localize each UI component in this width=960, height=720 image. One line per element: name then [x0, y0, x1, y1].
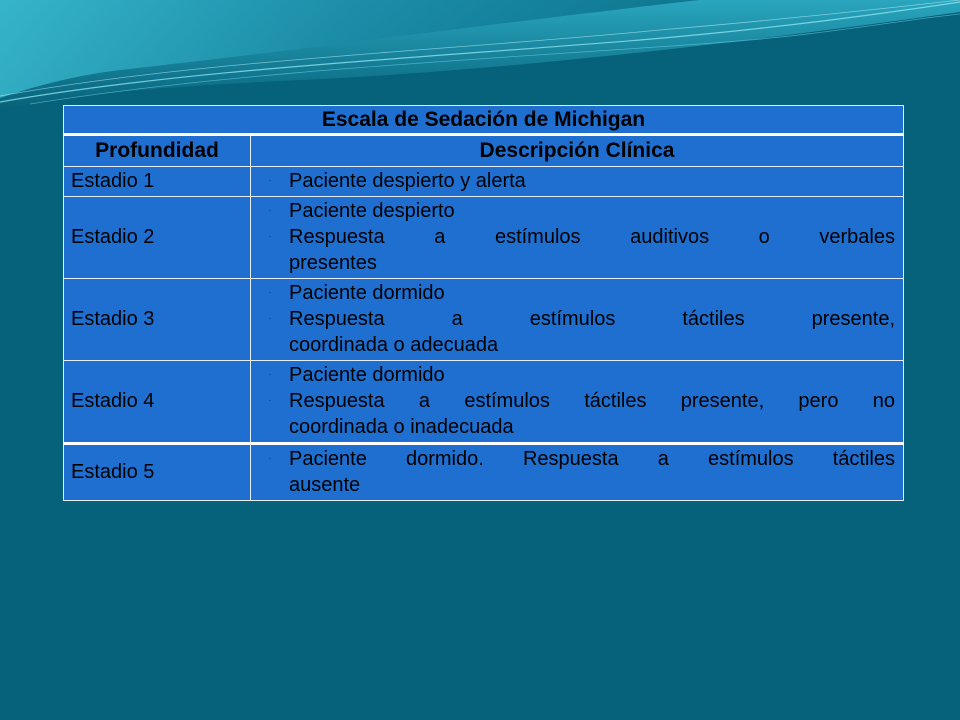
description-text: coordinada o inadecuada [289, 416, 514, 438]
description-cell [251, 197, 904, 279]
description-text: Respuesta a estímulos táctiles presente, [289, 308, 895, 330]
list-item [251, 306, 895, 332]
description-cell [251, 361, 904, 444]
table-row [64, 167, 904, 197]
stage-label: Estadio 2 [64, 197, 251, 279]
list-item [251, 388, 895, 414]
description-text: Paciente dormido [289, 364, 445, 386]
list-item-continuation [251, 332, 895, 358]
description-text: Paciente despierto [289, 200, 455, 222]
list-item [251, 198, 895, 224]
column-header-depth: Profundidad [64, 135, 251, 167]
table-row [64, 361, 904, 444]
bullet-icon: · [268, 314, 272, 323]
bullet-icon: · [268, 206, 272, 215]
list-item [251, 224, 895, 250]
list-item [251, 362, 895, 388]
table-row [64, 444, 904, 501]
list-item-continuation [251, 250, 895, 276]
description-text: ausente [289, 474, 361, 496]
list-item-continuation [251, 472, 895, 498]
description-text: Paciente dormido. Respuesta a estímulos táctiles [289, 448, 895, 470]
table-row [64, 197, 904, 279]
list-item [251, 446, 895, 472]
bullet-icon: · [268, 370, 272, 379]
description-text: Respuesta a estímulos táctiles presente, pero no [289, 390, 895, 412]
table-title: Escala de Sedación de Michigan [64, 106, 904, 135]
bullet-icon: · [268, 288, 272, 297]
stage-label: Estadio 4 [64, 361, 251, 444]
description-cell [251, 279, 904, 361]
stage-label: Estadio 3 [64, 279, 251, 361]
list-item [251, 280, 895, 306]
stage-label: Estadio 5 [64, 444, 251, 501]
list-item [251, 168, 895, 194]
list-item-continuation [251, 414, 895, 440]
description-text: coordinada o adecuada [289, 334, 499, 356]
description-cell [251, 444, 904, 501]
table-row [64, 279, 904, 361]
bullet-icon: · [268, 396, 272, 405]
description-text: presentes [289, 252, 377, 274]
sedation-scale-table [63, 105, 904, 501]
bullet-icon: · [268, 176, 272, 185]
description-text: Respuesta a estímulos auditivos o verbales [289, 226, 895, 248]
description-text: Paciente dormido [289, 282, 445, 304]
description-text: Paciente despierto y alerta [289, 170, 526, 192]
stage-label: Estadio 1 [64, 167, 251, 197]
bullet-icon: · [268, 232, 272, 241]
description-cell [251, 167, 904, 197]
bullet-icon: · [268, 454, 272, 463]
column-header-description: Descripción Clínica [251, 135, 904, 167]
